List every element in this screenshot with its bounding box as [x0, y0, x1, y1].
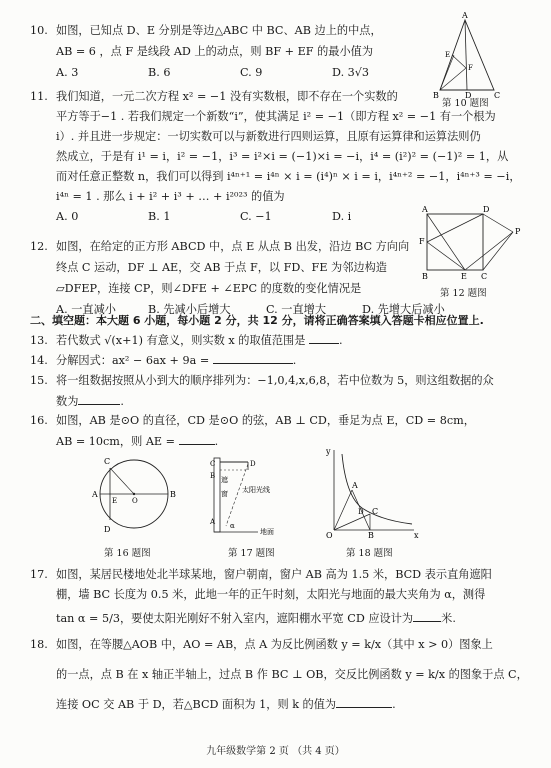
question-tail: .	[120, 394, 124, 408]
question-text: 分解因式：ax² − 6ax + 9a =	[56, 354, 210, 367]
question-text: AB = 10cm，则 AE =	[56, 434, 176, 448]
label-d: D	[483, 206, 490, 214]
question-18	[30, 636, 531, 714]
question-13	[30, 332, 531, 350]
label-ground: 地面	[260, 528, 274, 536]
page-footer: 九年级数学第 2 页 （共 4 页）	[206, 746, 345, 757]
label-p: P	[515, 227, 521, 236]
label-f: F	[419, 237, 425, 246]
question-number: 11.	[30, 90, 48, 103]
question-text: 然成立，于是有 i¹ = i，i² = −1，i³ = i²×i = (−1)×i = −i，i⁴ = (i²)² = (−1)² = 1，从	[56, 149, 509, 163]
figure-12-caption: 第 12 题图	[440, 288, 487, 299]
question-text: 如图，已知点 D、E 分别是等边△ABC 中 BC、AB 边上的中点，	[56, 24, 382, 37]
question-number: 14.	[30, 354, 48, 367]
label-a: A	[92, 490, 98, 499]
figure-16-caption: 第 16 题图	[104, 548, 151, 559]
question-tail: .	[292, 354, 297, 367]
option-d: D. 先增大后减小	[362, 302, 445, 316]
answer-blank[interactable]	[336, 697, 392, 708]
label-e: E	[112, 497, 118, 505]
option-a: A. 0	[56, 209, 79, 223]
option-c: C. 一直增大	[266, 302, 327, 316]
question-text: 的一点，点 B 在 x 轴正半轴上，过点 B 作 BC ⊥ OB，交反比例函数 y = k/x 的图象于点 C，	[56, 667, 528, 681]
section-heading: 二、填空题：本大题 6 小题，每小题 2 分，共 12 分，请将正确答案填入答题卡相应位置上.	[30, 314, 484, 327]
question-number: 18.	[30, 638, 48, 651]
label-d: D	[104, 525, 111, 534]
figure-18-caption: 第 18 题图	[346, 548, 393, 559]
figure-12	[415, 206, 525, 284]
question-tail: 米.	[441, 611, 456, 625]
label-a: A	[352, 481, 358, 490]
question-text: 终点 C 运动，DF ⊥ AE，交 AB 于点 F，以 FD、FE 为邻边构造	[56, 260, 387, 274]
question-text: 如图，在等腰△AOB 中，AO = AB，点 A 为反比例函数 y = k/x（其中 x > 0）图象上	[56, 638, 493, 651]
question-text: 而对任意正整数 n，我们可以得到 i⁴ⁿ⁺¹ = i⁴ⁿ × i = (i⁴)ⁿ × i = i，i⁴ⁿ⁺² = −1，i⁴ⁿ⁺³ = −i，	[56, 169, 521, 183]
label-c: C	[494, 91, 501, 100]
question-text: tan α = 5/3，要使太阳光刚好不射入室内，遮阳棚水平宽 CD 应设计为	[56, 611, 414, 625]
label-alpha: α	[230, 522, 235, 530]
label-b: B	[433, 91, 439, 100]
question-16	[30, 412, 531, 451]
question-number: 10.	[30, 24, 48, 37]
question-number: 17.	[30, 568, 48, 581]
question-number: 16.	[30, 414, 48, 427]
question-number: 12.	[30, 240, 48, 253]
question-text: 棚，墙 BC 长度为 0.5 米，此地一年的正午时刻，太阳光与地面的最大夹角为 α，测得	[56, 587, 486, 601]
option-d: D. i	[332, 209, 352, 223]
question-text: 数为	[56, 394, 79, 408]
label-a: A	[462, 11, 468, 20]
question-text: 平方等于−1 . 若我们规定一个新数“i”，使其满足 i² = −1（即方程 x² = −1 有一个根为	[56, 109, 496, 123]
figure-18	[322, 446, 422, 538]
question-text: 将一组数据按照从小到大的顺序排列为：−1,0,4,x,6,8，若中位数为 5，则这组数据的众	[56, 374, 494, 387]
question-text: 我们知道，一元二次方程 x² = −1 没有实数根，即不存在一个实数的	[56, 90, 398, 103]
answer-blank[interactable]	[213, 353, 293, 364]
label-e: E	[445, 51, 451, 59]
question-tail: .	[214, 434, 219, 448]
label-d: D	[250, 460, 256, 468]
answer-blank[interactable]	[179, 434, 215, 445]
question-text: 若代数式 √(x+1) 有意义，则实数 x 的取值范围是	[56, 334, 306, 347]
label-window: 窗	[221, 490, 228, 498]
label-a: A	[210, 518, 216, 526]
label-b: B	[170, 490, 176, 499]
label-a: A	[422, 206, 428, 214]
label-x: x	[414, 531, 419, 538]
label-c: C	[372, 507, 379, 516]
question-text: i⁴ⁿ = 1 . 那么 i + i² + i³ + … + i²⁰²³ 的值为	[56, 189, 285, 203]
answer-blank[interactable]	[413, 611, 441, 622]
figure-16	[88, 452, 178, 538]
label-c: C	[210, 460, 216, 468]
answer-blank[interactable]	[309, 333, 339, 344]
label-b: B	[422, 272, 428, 281]
question-text: i）. 并且进一步规定：一切实数可以与新数进行四则运算，且原有运算律和运算法则仍	[56, 129, 481, 143]
question-number: 13.	[30, 334, 48, 347]
label-c: C	[481, 272, 488, 281]
question-11	[30, 88, 531, 225]
question-text: 如图，某居民楼地处北半球某地，窗户朝南，窗户 AB 高为 1.5 米，BCD 表示直角遮阳	[56, 568, 492, 581]
answer-blank[interactable]	[78, 394, 120, 405]
option-a: A. 一直减小	[56, 302, 116, 316]
question-15	[30, 372, 531, 411]
option-c: C. −1	[240, 209, 272, 223]
option-b: B. 6	[148, 65, 171, 79]
option-b: B. 1	[148, 209, 171, 223]
label-o: O	[132, 497, 138, 505]
question-17	[30, 566, 531, 628]
label-b: B	[210, 472, 216, 480]
option-c: C. 9	[240, 65, 263, 79]
question-number: 15.	[30, 374, 48, 387]
figure-17-caption: 第 17 题图	[228, 548, 275, 559]
option-d: D. 3√3	[332, 65, 370, 79]
question-tail: .	[392, 697, 396, 711]
label-y: y	[326, 447, 331, 456]
label-shade: 遮	[221, 476, 228, 484]
question-text: 如图，在给定的正方形 ABCD 中，点 E 从点 B 出发，沿边 BC 方向向	[56, 240, 410, 253]
question-text: 连接 OC 交 AB 于 D，若△BCD 面积为 1，则 k 的值为	[56, 697, 337, 711]
figure-10	[432, 10, 502, 100]
figure-17	[208, 452, 308, 538]
label-b: B	[368, 531, 374, 538]
label-o: O	[326, 531, 333, 538]
label-sunlight: 太阳光线	[242, 486, 270, 494]
question-tail: .	[338, 334, 343, 347]
label-e: E	[461, 272, 467, 281]
question-text: ▱DFEP，连接 CP，则∠DFE + ∠EPC 的度数的变化情况是	[56, 281, 362, 295]
question-14	[30, 352, 531, 370]
label-c: C	[104, 457, 111, 466]
figure-10-caption: 第 10 题图	[442, 98, 489, 109]
label-f: F	[468, 64, 473, 72]
label-d: D	[358, 508, 364, 516]
label-d: D	[465, 91, 472, 100]
question-text: 如图，AB 是⊙O 的直径，CD 是⊙O 的弦，AB ⊥ CD，垂足为点 E，CD = 8cm，	[56, 414, 475, 427]
option-a: A. 3	[56, 65, 79, 79]
question-text: AB = 6 ，点 F 是线段 AD 上的动点，则 BF + EF 的最小值为	[56, 44, 374, 58]
option-b: B. 先减小后增大	[148, 302, 231, 316]
